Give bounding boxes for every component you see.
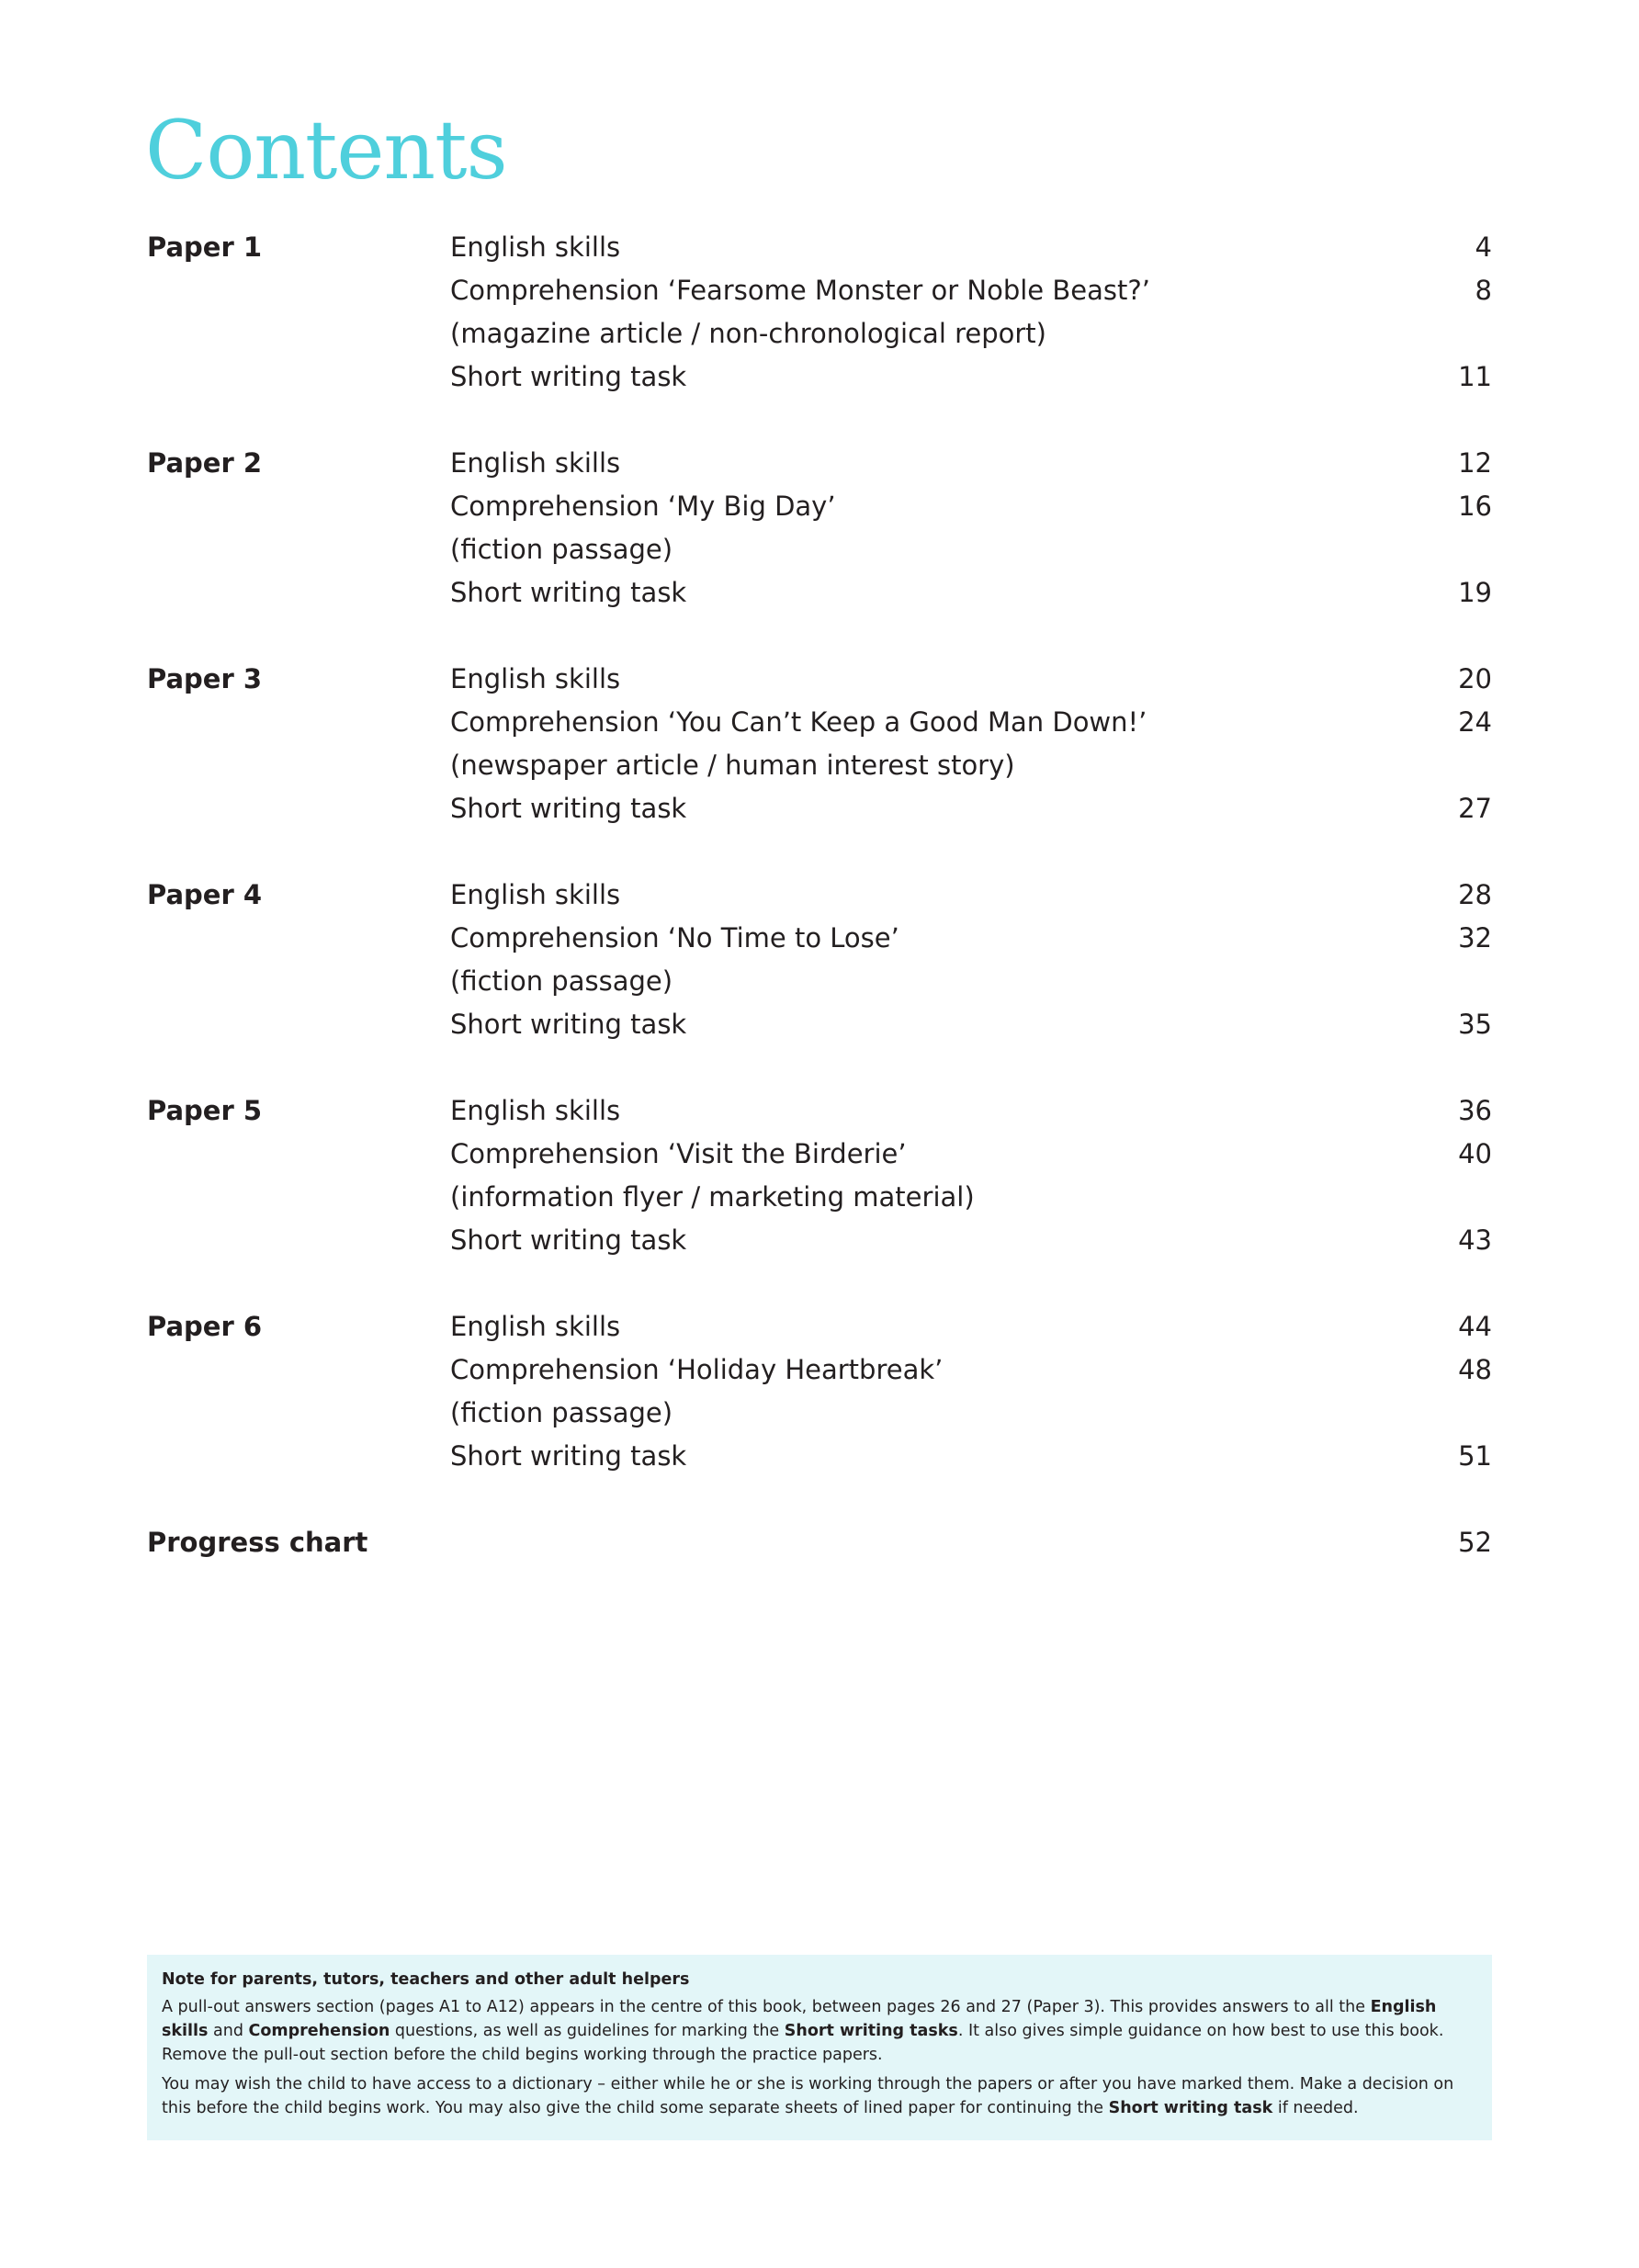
page-number: 12 xyxy=(1458,447,1492,479)
entry-title: English skills xyxy=(450,879,621,910)
toc-entry xyxy=(147,312,1492,355)
page-number: 44 xyxy=(1458,1311,1492,1342)
entry-title: Short writing task xyxy=(450,793,687,824)
toc-section xyxy=(147,658,1492,830)
page-number: 16 xyxy=(1458,491,1492,522)
page-number: 32 xyxy=(1458,922,1492,953)
entry-title: Comprehension ‘Holiday Heartbreak’ xyxy=(450,1354,944,1385)
page-title: Contents xyxy=(145,103,507,197)
toc-entry xyxy=(147,485,1492,528)
section-label: Paper 2 xyxy=(147,447,263,479)
page-number: 35 xyxy=(1458,1009,1492,1040)
page-number: 11 xyxy=(1458,361,1492,392)
note-text: questions, as well as guidelines for marking the xyxy=(390,2022,785,2040)
page-number: 27 xyxy=(1458,793,1492,824)
toc-entry xyxy=(147,1521,1492,1564)
toc-entry xyxy=(147,1435,1492,1478)
toc-entry xyxy=(147,917,1492,960)
section-label: Paper 6 xyxy=(147,1311,263,1342)
toc-entry xyxy=(147,1392,1492,1435)
page-number: 19 xyxy=(1458,577,1492,608)
toc-section xyxy=(147,1305,1492,1478)
note-paragraph-2 xyxy=(162,2072,1477,2120)
toc-entry xyxy=(147,571,1492,615)
table-of-contents xyxy=(147,226,1492,1608)
note-text: . It also gives simple guidance on how best to use this book. Remove the pull-out section before the child begins working through the practice papers. xyxy=(162,2022,1444,2064)
page-number: 4 xyxy=(1475,231,1492,263)
toc-entry xyxy=(147,1133,1492,1176)
entry-title: English skills xyxy=(450,663,621,694)
toc-entry xyxy=(147,442,1492,485)
page-number: 51 xyxy=(1458,1440,1492,1472)
page-number: 43 xyxy=(1458,1224,1492,1256)
toc-section xyxy=(147,442,1492,615)
toc-entry xyxy=(147,1219,1492,1262)
note-emphasis: Comprehension xyxy=(248,2022,390,2040)
entry-title: English skills xyxy=(450,1095,621,1126)
entry-title: Short writing task xyxy=(450,1224,687,1256)
entry-title: Short writing task xyxy=(450,577,687,608)
toc-entry xyxy=(147,874,1492,917)
entry-title: Short writing task xyxy=(450,361,687,392)
note-emphasis: English skills xyxy=(162,1998,1437,2040)
toc-entry xyxy=(147,1089,1492,1133)
page-number: 20 xyxy=(1458,663,1492,694)
note-box xyxy=(147,1955,1492,2140)
note-emphasis: Short writing tasks xyxy=(784,2022,958,2040)
section-label: Paper 3 xyxy=(147,663,263,694)
toc-entry xyxy=(147,1003,1492,1046)
page-number: 52 xyxy=(1458,1527,1492,1558)
entry-title: Comprehension ‘Visit the Birderie’ xyxy=(450,1138,907,1169)
entry-title: English skills xyxy=(450,231,621,263)
note-paragraph-1 xyxy=(162,1995,1477,2067)
entry-title: (fiction passage) xyxy=(450,534,673,565)
page-number: 8 xyxy=(1475,275,1492,306)
toc-section xyxy=(147,1089,1492,1262)
page-number: 36 xyxy=(1458,1095,1492,1126)
entry-title: (fiction passage) xyxy=(450,1397,673,1428)
toc-entry xyxy=(147,1305,1492,1348)
note-heading: Note for parents, tutors, teachers and other adult helpers xyxy=(162,1970,690,1989)
toc-entry xyxy=(147,960,1492,1003)
note-emphasis: Short writing task xyxy=(1108,2099,1273,2117)
section-label: Paper 4 xyxy=(147,879,263,910)
toc-entry xyxy=(147,269,1492,312)
section-label: Paper 5 xyxy=(147,1095,263,1126)
page-number: 28 xyxy=(1458,879,1492,910)
toc-section xyxy=(147,1521,1492,1564)
toc-entry xyxy=(147,744,1492,787)
entry-title: Comprehension ‘Fearsome Monster or Noble Beast?’ xyxy=(450,275,1150,306)
toc-entry xyxy=(147,658,1492,701)
section-label: Progress chart xyxy=(147,1527,368,1558)
entry-title: (information flyer / marketing material) xyxy=(450,1181,975,1213)
note-text: and xyxy=(208,2022,249,2040)
entry-title: English skills xyxy=(450,1311,621,1342)
page-number: 48 xyxy=(1458,1354,1492,1385)
toc-entry xyxy=(147,1348,1492,1392)
page-number: 24 xyxy=(1458,706,1492,738)
entry-title: Short writing task xyxy=(450,1009,687,1040)
entry-title: Comprehension ‘My Big Day’ xyxy=(450,491,836,522)
page-number: 40 xyxy=(1458,1138,1492,1169)
section-label: Paper 1 xyxy=(147,231,263,263)
toc-entry xyxy=(147,528,1492,571)
toc-entry xyxy=(147,787,1492,830)
toc-entry xyxy=(147,1176,1492,1219)
toc-section xyxy=(147,874,1492,1046)
entry-title: Comprehension ‘No Time to Lose’ xyxy=(450,922,899,953)
entry-title: (newspaper article / human interest story) xyxy=(450,750,1015,781)
entry-title: Short writing task xyxy=(450,1440,687,1472)
entry-title: (fiction passage) xyxy=(450,965,673,997)
note-text: A pull-out answers section (pages A1 to A12) appears in the centre of this book, between pages 26 and 27 (Paper 3). This provides answers to all the xyxy=(162,1998,1371,2016)
entry-title: Comprehension ‘You Can’t Keep a Good Man Down!’ xyxy=(450,706,1147,738)
entry-title: English skills xyxy=(450,447,621,479)
entry-title: (magazine article / non-chronological report) xyxy=(450,318,1046,349)
toc-entry xyxy=(147,226,1492,269)
note-text: You may wish the child to have access to a dictionary – either while he or she is working through the papers or after you have marked them. Make a decision on this before the child begins work. You may also give the child some separate sheets of lined paper for continuing the xyxy=(162,2075,1454,2117)
toc-entry xyxy=(147,355,1492,399)
toc-section xyxy=(147,226,1492,399)
toc-entry xyxy=(147,701,1492,744)
note-text: if needed. xyxy=(1272,2099,1359,2117)
